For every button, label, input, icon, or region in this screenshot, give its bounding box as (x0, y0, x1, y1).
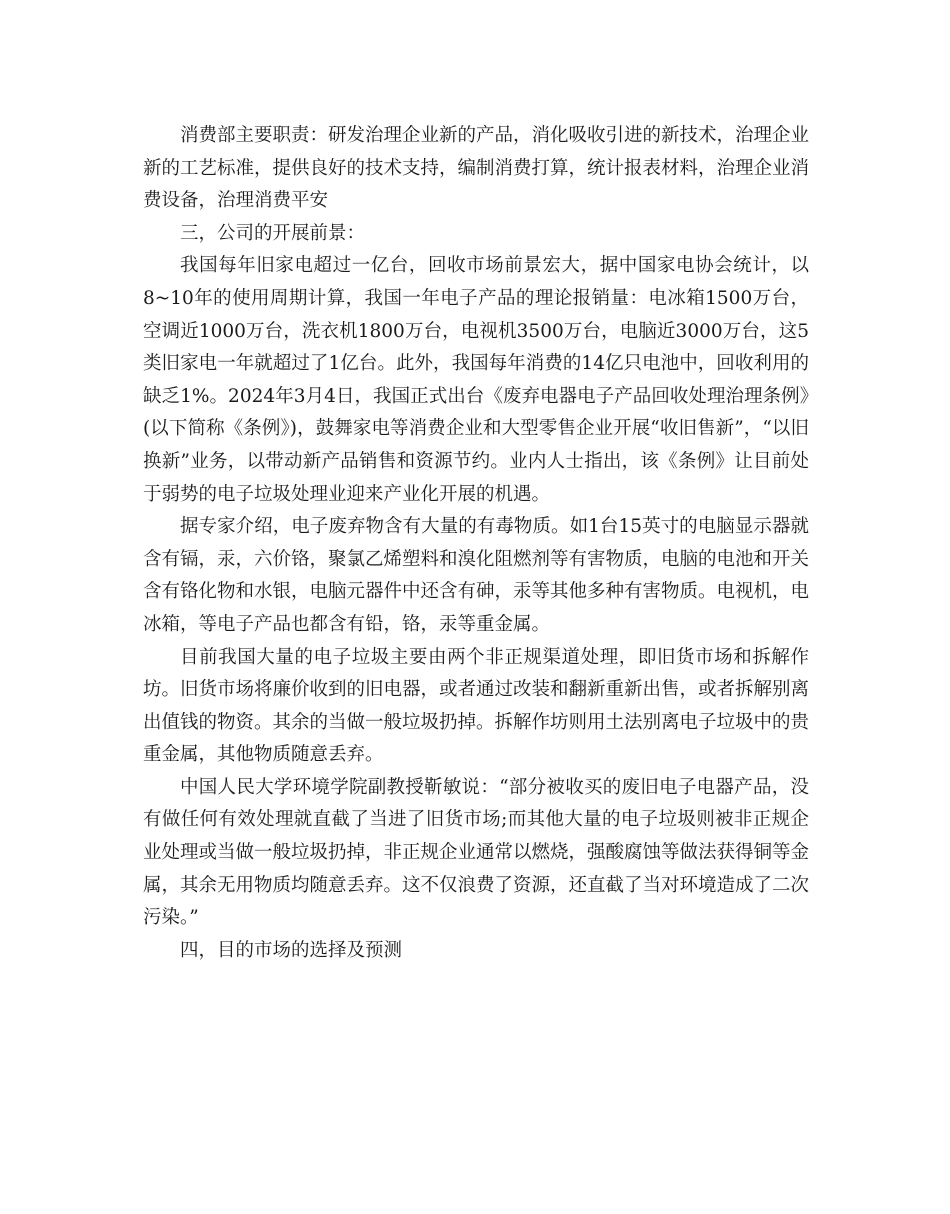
paragraph-expert-quote: 中国人民大学环境学院副教授靳敏说：“部分被收买的废旧电子电器产品，没有做任何有效处理就直截了当进了旧货市场;而其他大量的电子垃圾则被非正规企业处理或当做一般垃圾扔掉，非正规企业通常以燃烧，强酸腐蚀等做法获得铜等金属，其余无用物质均随意丢弃。这不仅浪费了资源，还直截了当对环境造成了二次污染。” (143, 776, 810, 929)
paragraph-production-duties: 消费部主要职责：研发治理企业新的产品，消化吸收引进的新技术，治理企业新的工艺标准，提供良好的技术支持，编制消费打算，统计报表材料，治理企业消费设备，治理消费平安 (143, 125, 810, 212)
paragraph-recycling-market: 我国每年旧家电超过一亿台，回收市场前景宏大，据中国家电协会统计，以8~10年的使用周期计算，我国一年电子产品的理论报销量：电冰箱1500万台，空调近1000万台，洗衣机1800万台，电视机3500万台，电脑近3000万台，这5类旧家电一年就超过了1亿台。此外，我国每年消费的14亿只电池中，回收利用的缺乏1%。2024年3月4日，我国正式出台《废弃电器电子产品回收处理治理条例》(以下简称《条例》)，鼓舞家电等消费企业和大型零售企业开展“收旧售新”，“以旧换新”业务，以带动新产品销售和资源节约。业内人士指出，该《条例》让目前处于弱势的电子垃圾处理业迎来产业化开展的机遇。 (143, 255, 809, 505)
paragraph-toxic-substances: 据专家介绍，电子废弃物含有大量的有毒物质。如1台15英寸的电脑显示器就含有镉，汞，六价铬，聚氯乙烯塑料和溴化阻燃剂等有害物质，电脑的电池和开关含有铬化物和水银，电脑元器件中还含有砷，汞等其他多种有害物质。电视机，电冰箱，等电子产品也都含有铅，铬，汞等重金属。 (143, 516, 810, 635)
heading-target-market: 四，目的市场的选择及预测 (180, 939, 403, 961)
heading-company-prospects: 三，公司的开展前景： (180, 222, 366, 244)
paragraph-informal-channels: 目前我国大量的电子垃圾主要由两个非正规渠道处理，即旧货市场和拆解作坊。旧货市场将廉价收到的旧电器，或者通过改装和翻新重新出售，或者拆解别离出值钱的物资。其余的当做一般垃圾扔掉。拆解作坊则用土法别离电子垃圾中的贵重金属，其他物质随意丢弃。 (143, 646, 810, 766)
document-body (143, 120, 809, 967)
